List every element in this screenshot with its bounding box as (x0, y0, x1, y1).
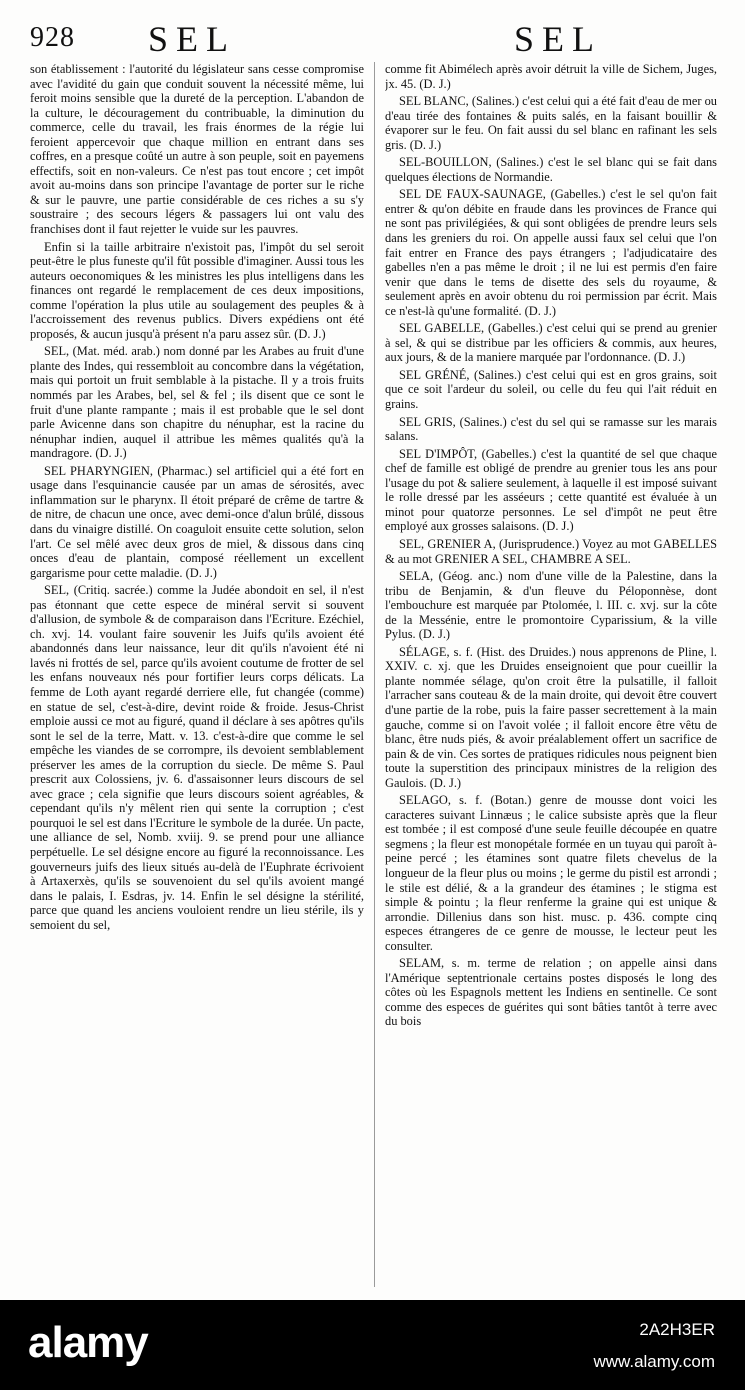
entry-sel-faux-saunage: SEL DE FAUX-SAUNAGE, (Gabelles.) c'est le sel qu'on fait entrer & qu'on débite en fraude dans les provinces de France qui ne sont pas privilégiées, & qui sont obligées de prendre leurs sels dans les greniers du roi. On appelle aussi faux sel celui que l'on fait entrer en France des pays étrangers ; l'adjudicataire des gabelles n'en a pas même le droit ; il ne lui est permis d'en faire venir que dans le tems de disette des sels du royaume, & seulement après en avoir obtenu du roi permission par écrit. Mais ce n'est-là qu'une formalité. (D. J.) (385, 187, 717, 318)
page-number: 928 (30, 22, 75, 53)
entry-sel-grene: SEL GRÉNÉ, (Salines.) c'est celui qui est en gros grains, soit que ce soit l'ardeur du soleil, ou celle du feu qui l'ait réduit en grains. (385, 367, 717, 412)
entry-sel-blanc: SEL BLANC, (Salines.) c'est celui qui a été fait d'eau de mer ou d'eau tirée des fontaines & puits salés, en la faisant bouillir & évaporer sur le feu. On fait aussi du sel blanc en rafinant les sels gris. (D. J.) (385, 94, 717, 152)
column-divider (374, 62, 375, 1287)
running-head-right: SEL (514, 19, 603, 59)
entry-sel-impot: SEL D'IMPÔT, (Gabelles.) c'est la quantité de sel que chaque chef de famille est obligé de prendre au grenier tous les ans pour l'usage du pot & saliere seulement, à laquelle il est imposé suivant le rolle dressé par les asséeurs ; cette quantité est évaluée à un minot pour quatorze personnes. Le sel d'impôt ne peut être employé aux grosses salaisons. (D. J.) (385, 446, 717, 534)
entry-sel-gris: SEL GRIS, (Salines.) c'est du sel qui se ramasse sur les marais salans. (385, 414, 717, 444)
entry-sel-gabelle: SEL GABELLE, (Gabelles.) c'est celui qui se prend au grenier à sel, & qui se distribue par les officiers & commis, aux heures, aux jours, & de la maniere marquée par l'ordonnance. (D. J.) (385, 321, 717, 365)
entry-selam: SELAM, s. m. terme de relation ; on appelle ainsi dans l'Amérique septentrionale certains postes disposés le long des côtes où les Espagnols mettent les Indiens en sentinelle. Ce sont comme des especes de guérites qui sont bâties tantôt à terre avec du bois (385, 956, 717, 1029)
entry-selago: SELAGO, s. f. (Botan.) genre de mousse dont voici les caracteres suivant Linnæus ; le calice subsiste après que la fleur est tombée ; il est composé d'une seule feuille découpée en quatre segmens ; la fleur est monopétale formée en un tuyau qui paroît à-peine percé ; les étamines sont quatre filets chevelus de la longueur de la fleur plus ou moins ; le germe du pistil est arrondi ; le stile est délié, & a la grandeur des étamines ; le stigma est simple & pointu ; la fleur renferme la graine qui est unique & arrondie. Dillenius dans son hist. musc. p. 436. compte cinq especes étrangeres de ce genre de mousse, le lecteur peut les consulter. (385, 793, 717, 953)
entry-selage: SÉLAGE, s. f. (Hist. des Druides.) nous apprenons de Pline, l. XXIV. c. xj. que les Druides enseignoient que pour cueillir la plante nommée sélage, qu'on croit être la pulsatille, il falloit l'arracher sans couteau & de la main droite, qui devoit être couvert d'une partie de la robe, puis la faire passer secrettement à la main gauche, comme si on l'avoit volée ; il falloit encore être vêtu de blanc, être nuds piés, & avoir préalablement offert un sacrifice de pain & de vin. Ces sortes de pratiques ridicules nous peignent bien toute la superstition des principaux ministres de la religion des Gaulois. (D. J.) (385, 644, 717, 790)
left-column (30, 62, 364, 1292)
entry-sel-critiq: SEL, (Critiq. sacrée.) comme la Judée abondoit en sel, il n'est pas étonnant que cette espece de minéral servit si souvent d'allusion, de symbole & de comparaison dans l'Ecriture. Ezéchiel, ch. xvj. 14. voulant faire souvenir les Juifs qu'ils avoient été abandonnés dans leur naissance, leur dit qu'ils n'avoient été ni lavés ni frottés de sel, parce qu'ils avoient coutume de frotter de sel les enfans nouveaux nés pour fortifier leurs corps délicats. La femme de Loth ayant regardé derriere elle, fut changée (comme) en statue de sel, c'est-à-dire, devint roide & froide. Jesus-Christ emploie aussi ce mot au figuré, quand il déclare à ses apôtres qu'ils sont le sel de la terre, Matt. v. 13. c'est-à-dire que comme le sel empêche les viandes de se corrompre, ils devoient semblablement préserver les ames de la corruption du siecle. De même S. Paul prescrit aux Colossiens, jv. 6. d'assaisonner leurs discours de sel avec grace ; cela signifie que leurs discours soient agréables, & cependant qu'ils n'y mêlent rien qui sente la corruption ; c'est pourquoi le sel est dans l'Ecriture le symbole de la durée. Un pacte, une alliance de sel, Nomb. xviij. 9. se prend pour une alliance perpétuelle. Le sel désigne encore au figuré la reconnoissance. Les gouverneurs juifs des lieux situés au-delà de l'Euphrate écrivoient à Artaxerxès, qu'ils se souvenoient du sel qu'ils avoient mangé dans le palais, I. Esdras, jv. 14. Enfin le sel désigne la stérilité, parce que quand les anciens vouloient rendre un lieu stérile, ils y semoient du sel, (30, 583, 364, 932)
entry-sel-pharyngien: SEL PHARYNGIEN, (Pharmac.) sel artificiel qui a été fort en usage dans l'esquinancie causée par un amas de sérosités, avec inflammation sur le pharynx. Il étoit préparé de crême de tartre & de nitre, de chacun une once, avec demi-once d'alun brûlé, dissous dans du vinaigre distillé. On coaguloit ensuite cette solution, selon l'art. Ce sel mêlé avec deux gros de miel, & dissous dans cinq onces d'eau de plantain, composé réellement un excellent gargarisme pour cette maladie. (D. J.) (30, 463, 364, 580)
entry-sel-grenier: SEL, GRENIER A, (Jurisprudence.) Voyez au mot GABELLES & au mot GRENIER A SEL, CHAMBRE A SEL. (385, 536, 717, 566)
entry-sel-arab: SEL, (Mat. méd. arab.) nom donné par les Arabes au fruit d'une plante des Indes, qui ressembloit au concombre dans la végétation, mais qui portoit un fruit semblable à la pistache. Il y a trois fruits nommés par les Arabes, bel, sel & fel ; ils disent que ce sont le fruit d'une plante rampante ; mais il est probable que le sel dont parle Avicenne dans son chapitre du nénuphar, est la racine du nénuphar indien, auquel il attribue les mêmes qualités qu'à la mandragore. (D. J.) (30, 344, 364, 461)
image-id: 2A2H3ER (639, 1320, 715, 1339)
right-column (385, 62, 717, 1292)
paragraph: Enfin si la taille arbitraire n'existoit pas, l'impôt du sel seroit peut-être le plus funeste qu'il fût possible d'imaginer. Aussi tous les auteurs oeconomiques & les ministres les plus intelligens dans les finances ont regardé le remplacement de ces deux impositions, comme l'opération la plus utile au soulagement des peuples & à l'accroissement des revenus publics. Divers expédiens ont été proposés, & aucun jusqu'à présent n'a paru assez sûr. (D. J.) (30, 239, 364, 341)
paragraph: comme fit Abimélech après avoir détruit la ville de Sichem, Juges, jx. 45. (D. J.) (385, 62, 717, 91)
entry-sel-bouillon: SEL-BOUILLON, (Salines.) c'est le sel blanc qui se fait dans quelques élections de Normandie. (385, 155, 717, 184)
site-url: www.alamy.com (593, 1352, 715, 1371)
paragraph: son établissement : l'autorité du législateur sans cesse compromise avec l'avidité du gain que conduit souvent la nécessité même, lui feroit moins sensible que la dureté de la perception. L'abandon de la culture, le découragement du contribuable, la diminution du commerce, celle du travail, les frais énormes de la régie lui feroient appercevoir que chaque million en entrant dans ses coffres, en a presque coûté un autre à son peuple, soit en payemens effectifs, soit en non-valeurs. Ce n'est pas tout encore ; cet impôt avoit au-moins dans son principe l'avantage de porter sur le riche & sur le pauvre, une partie considérable de ces riches a su s'y soustraire ; des secours légers & passagers lui ont valu des franchises dont il faut rejetter le vuide sur les pauvres. (30, 62, 364, 237)
running-head-left: SEL (148, 19, 237, 59)
alamy-logo: alamy (28, 1318, 148, 1367)
entry-sela: SELA, (Géog. anc.) nom d'une ville de la Palestine, dans la tribu de Benjamin, & d'un fleuve du Péloponnèse, dont l'embouchure est marquée par Ptolomée, l. III. c. xvj. sur la côte de la Messénie, entre le promontoire Cyparissium, & la ville Pylus. (D. J.) (385, 569, 717, 642)
stock-watermark-bar (0, 1300, 745, 1390)
